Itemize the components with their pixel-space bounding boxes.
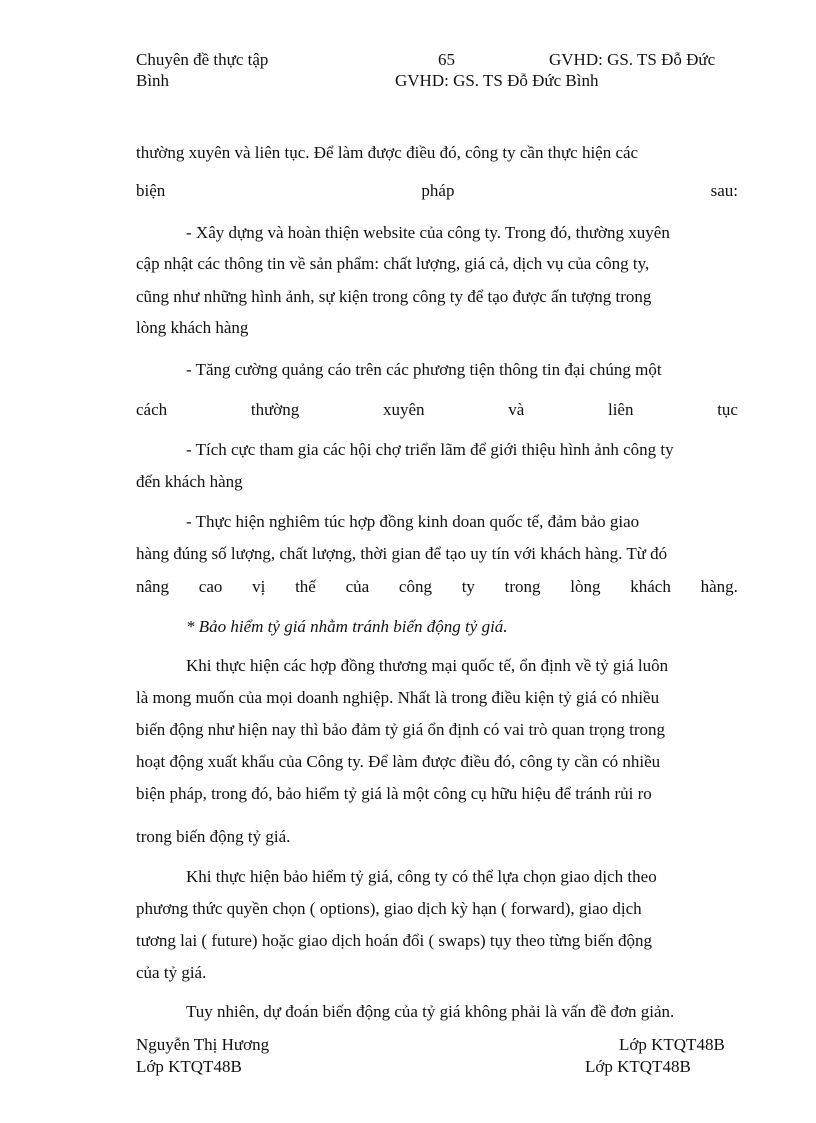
footer-author: Nguyễn Thị Hương [136,1035,270,1054]
body-line: tương lai ( future) hoặc giao dịch hoán đổi ( swaps) tụy theo từng biến động [136,931,653,950]
body-line: biện pháp, trong đó, bảo hiểm tỷ giá là một công cụ hữu hiệu để tránh rủi ro [136,784,652,803]
word: pháp [421,181,455,200]
body-line: Tuy nhiên, dự đoán biến động của tỷ giá không phải là vấn đề đơn giản. [186,1002,675,1021]
bullet-contracts: - Thực hiện nghiêm túc hợp đồng kinh doan quốc tế, đảm bảo giao [186,512,640,531]
body-line: thường xuyên và liên tục. Để làm được điều đó, công ty cần thực hiện các [136,143,639,162]
body-line: Khi thực hiện các hợp đồng thương mại quốc tế, ổn định về tỷ giá luôn [186,656,669,675]
bullet-trade-fair: - Tích cực tham gia các hội chợ triển lãm để giới thiệu hình ảnh công ty [186,440,674,459]
word: thế [295,577,316,596]
body-line-justified [136,577,738,597]
body-line: lòng khách hàng [136,318,249,337]
word: khách [630,577,671,596]
page-number: 65 [438,50,455,69]
word: xuyên [382,400,425,419]
body-line: hàng đúng số lượng, chất lượng, thời gian để tạo uy tín với khách hàng. Từ đó [136,544,668,563]
word: ty [461,577,475,596]
body-line: phương thức quyền chọn ( options), giao dịch kỳ hạn ( forward), giao dịch [136,899,642,918]
word: cao [198,577,223,596]
footer-class-left: Lớp KTQT48B [136,1057,242,1076]
body-line: đến khách hàng [136,472,243,491]
word: sau: [710,181,738,200]
body-line-justified [136,400,738,420]
word: vị [252,577,266,596]
body-line: cập nhật các thông tin về sản phẩm: chất lượng, giá cả, dịch vụ của công ty, [136,254,650,273]
body-line: là mong muốn của mọi doanh nghiệp. Nhất là trong điều kiện tỷ giá có nhiều [136,688,660,707]
word: nâng [136,577,170,596]
footer-class: Lớp KTQT48B [619,1035,725,1054]
header-supervisor-repeat: GVHD: GS. TS Đỗ Đức Bình [395,71,599,90]
bullet-website: - Xây dựng và hoàn thiện website của công ty. Trong đó, thường xuyên [186,223,670,242]
body-line: trong biến động tỷ giá. [136,827,291,846]
header-supervisor: GVHD: GS. TS Đỗ Đức [549,50,716,69]
footer-class-right: Lớp KTQT48B [585,1057,691,1076]
word: lòng [570,577,601,596]
word: và [508,400,525,419]
word: của [345,577,370,596]
word: biện [136,181,166,200]
bullet-advertising: - Tăng cường quảng cáo trên các phương tiện thông tin đại chúng một [186,360,662,379]
word: hàng. [700,577,738,596]
header-title-continued: Bình [136,71,170,90]
body-line-justified [136,181,738,201]
body-line: biến động như hiện nay thì bảo đảm tỷ giá ổn định có vai trò quan trọng trong [136,720,666,739]
word: công [398,577,432,596]
header-title: Chuyên đề thực tập [136,50,269,69]
body-line: của tỷ giá. [136,963,207,982]
body-line: hoạt động xuất khẩu của Công ty. Để làm được điều đó, công ty cần có nhiều [136,752,661,771]
word: cách [136,400,168,419]
word: trong [504,577,541,596]
word: tục [717,400,738,419]
section-subheading: * Bảo hiểm tỷ giá nhằm tránh biến động tỷ giá. [186,617,508,636]
word: liên [607,400,634,419]
word: thường [250,400,300,419]
body-line: cũng như những hình ảnh, sự kiện trong công ty để tạo được ấn tượng trong [136,287,652,306]
body-line: Khi thực hiện bảo hiểm tỷ giá, công ty có thể lựa chọn giao dịch theo [186,867,657,886]
